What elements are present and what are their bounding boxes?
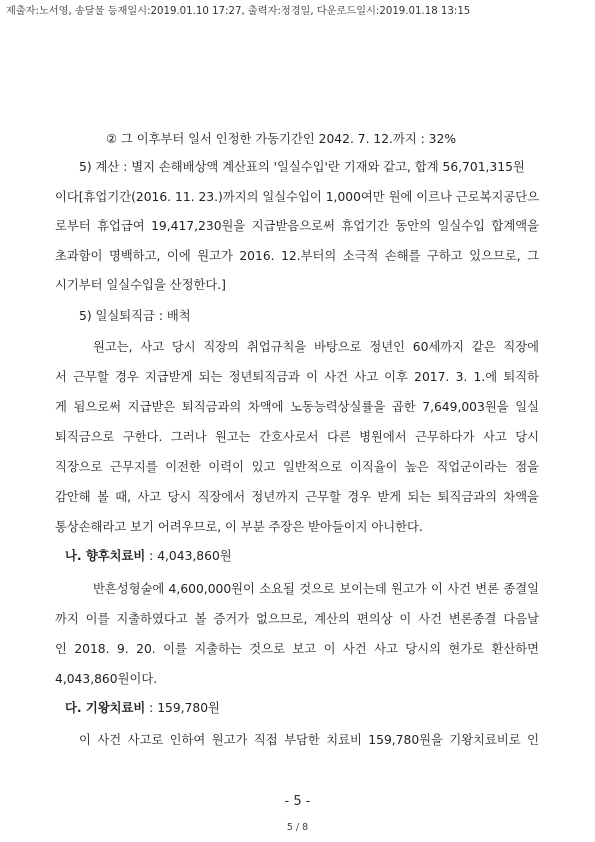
text-line: 직장으로 근무지를 이전한 이력이 있고 일반적으로 이직율이 높은 직업군이라는 점을 (55, 460, 539, 474)
heading-label: 다. 기왕치료비 (65, 701, 146, 715)
text-line: 시기부터 일실수입을 산정한다.] (55, 278, 226, 292)
text-line: 4,043,860원이다. (55, 672, 158, 686)
text-line: 원고는, 사고 당시 직장의 취업규칙을 바탕으로 정년인 60세까지 같은 직장에 (93, 340, 539, 354)
text-line: 이 사건 사고로 인하여 원고가 직접 부담한 치료비 159,780원을 기왕치료비로 인 (79, 733, 539, 747)
section-heading-na (65, 546, 232, 564)
text-line: 인 2018. 9. 20. 이를 지출하는 것으로 보고 이 사건 사고 당시의 현가로 환산하면 (55, 642, 539, 656)
text-line: 퇴직금으로 구한다. 그러나 원고는 간호사로서 다른 병원에서 근무하다가 사고 당시 (55, 430, 539, 444)
text-line: 5) 일실퇴직금 : 배척 (79, 309, 191, 323)
text-line: 감안해 볼 때, 사고 당시 직장에서 정년까지 근무할 경우 받게 되는 퇴직금과의 차액을 (55, 490, 539, 504)
text-line: 통상손해라고 보기 어려우므로, 이 부분 주장은 받아들이지 아니한다. (55, 520, 423, 534)
text-line: 5) 계산 : 별지 손해배상액 계산표의 '일실수입'란 기재와 같고, 합계 56,701,315원 (79, 160, 525, 174)
heading-value: : 4,043,860원 (145, 549, 232, 563)
page-footer: 5 / 8 (286, 822, 309, 833)
text-line: 로부터 휴업급여 19,417,230원을 지급받음으로써 휴업기간 동안의 일실수입 합계액을 (55, 219, 539, 233)
heading-label: 나. 향후치료비 (65, 549, 146, 563)
text-line: 이다[휴업기간(2016. 11. 23.)까지의 일실수입이 1,000여만 원에 이르나 근로복지공단으 (55, 190, 539, 204)
heading-value: : 159,780원 (145, 701, 220, 715)
text-line: ② 그 이후부터 일서 인정한 가동기간인 2042. 7. 12.까지 : 32% (106, 132, 457, 146)
page-number: - 5 - (284, 794, 311, 809)
document-header: 제출자:노서영, 송달물 등재일시:2019.01.10 17:27, 출력자:정경일, 다운로드일시:2019.01.18 13:15 (6, 6, 471, 17)
text-line: 초과함이 명백하고, 이에 원고가 2016. 12.부터의 소극적 손해를 구하고 있으므로, 그 (55, 249, 539, 263)
section-heading-da (65, 698, 220, 716)
text-line: 게 됨으로써 지급받은 퇴직금과의 차액에 노동능력상실률을 곱한 7,649,003원을 일실 (55, 400, 539, 414)
text-line: 서 근무할 경우 지급받게 되는 정년퇴직금과 이 사건 사고 이후 2017. 3. 1.에 퇴직하 (55, 370, 539, 384)
text-line: 까지 이를 지출하였다고 볼 증거가 없으므로, 계산의 편의상 이 사건 변론종결 다음날 (55, 612, 539, 626)
text-line: 반흔성형술에 4,600,000원이 소요될 것으로 보이는데 원고가 이 사건 변론 종결일 (93, 582, 539, 596)
